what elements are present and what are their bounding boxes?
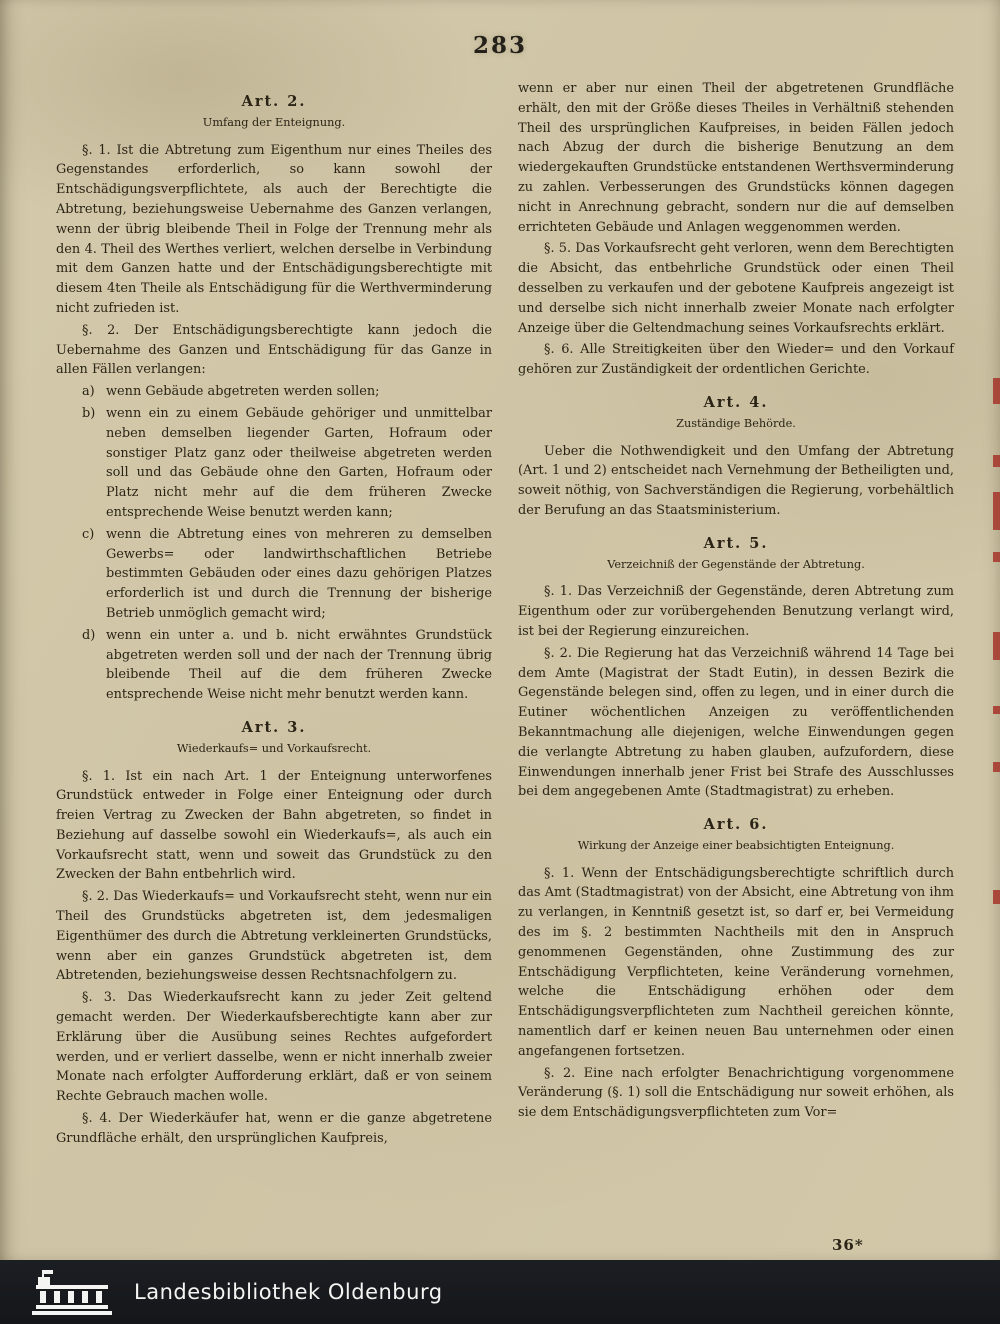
paragraph-s1: §. 1. Ist die Abtretung zum Eigenthum nur eines Theiles des Gegenstandes erforderlich, so kann sowohl der Entschädigungsverpflichtete, als auch der Berechtigte die Abtretung, beziehungsweise Uebernahme des Ganzen verlangen, wenn der übrig bleibende Theil in Folge der Trennung mehr als den 4. Theil des Werthes verliert, welchen derselbe in Verbindung mit dem Ganzen hatte und der Entschädigungsberechtigte mit diesem 4ten Theile als Entschädigung für die Werthverminderung nicht zufrieden ist. (56, 142, 492, 316)
list-item-text: wenn ein zu einem Gebäude gehöriger und unmittelbar neben demselben liegender Garten, Hofraum oder sonstiger Platz ganz oder theilweise abgetreten werden soll und das Gebäude ohne den Garten, Hofraum oder Platz nicht mehr auf die dem früheren Zwecke entsprechende Weise benutzt werden kann; (106, 405, 492, 520)
paragraph-s2-intro: §. 2. Der Entschädigungsberechtigte kann jedoch die Uebernahme des Ganzen und Entschädigung für das Ganze in allen Fällen verlangen: (56, 322, 492, 378)
paragraph-art3-s4: §. 4. Der Wiederkäufer hat, wenn er die ganze abgetretene Grundfläche erhält, den ursprünglichen Kaufpreis, (56, 1111, 492, 1146)
list-item-b (82, 404, 492, 523)
right-column (518, 79, 954, 1151)
scan-artifact-red (993, 706, 1000, 714)
paragraph-art3-s3: §. 3. Das Wiederkaufsrecht kann zu jeder Zeit geltend gemacht werden. Der Wiederkaufsberechtigte kann aber zur Erklärung über die Ausübung seines Rechtes aufgefordert werden, und er verliert dasselbe, wenn er nicht innerhalb zweier Monate nach erfolgter Aufforderung erklärt, daß er von seinem Rechte Gebrauch machen wolle. (56, 990, 492, 1105)
library-name: Landesbibliothek Oldenburg (134, 1280, 443, 1304)
article-subheading-art6: Wirkung der Anzeige einer beabsichtigten Enteignung. (577, 838, 895, 852)
list-item-text: wenn Gebäude abgetreten werden sollen; (106, 384, 380, 400)
list-item-label: b) (82, 405, 96, 421)
list-item-label: c) (82, 526, 95, 542)
paragraph-continuation: wenn er aber nur einen Theil der abgetretenen Grundfläche erhält, den mit der Größe dieses Theiles in Verhältniß stehenden Theil des ursprünglichen Kaufpreises, in beiden Fällen jedoch nach Abzug der durch die bisherige Benutzung an dem wiedergekauften Grundstücke entstandenen Werthsverminderung zu zahlen. Verbesserungen des Grundstücks können dagegen nicht in Anrechnung gebracht, sondern nur die auf demselben errichteten Gebäude und Anlagen weggenommen werden. (518, 81, 954, 235)
list-item-d (82, 626, 492, 705)
article-heading-art5: Art. 5. (703, 534, 769, 552)
paragraph-art5-s1: §. 1. Das Verzeichniß der Gegenstände, deren Abtretung zum Eigenthum oder zur vorübergehenden Benutzung verlangt wird, ist bei der Regierung einzureichen. (518, 584, 954, 639)
article-subheading-art4: Zuständige Behörde. (676, 416, 796, 430)
scan-artifact-red (993, 552, 1000, 562)
library-footer (0, 1260, 1000, 1324)
paragraph-art4: Ueber die Nothwendigkeit und den Umfang der Abtretung (Art. 1 und 2) entscheidet nach Vernehmung der Betheiligten und, soweit nöthig, von Sachverständigen die Regierung, vorbehältlich der Berufung an das Staatsministerium. (518, 443, 954, 518)
paragraph-art6-s1: §. 1. Wenn der Entschädigungsberechtigte schriftlich durch das Amt (Stadtmagistrat) von der Absicht, eine Abtretung von ihm zu verlangen, in Kenntniß gesetzt ist, so darf er, bei Vermeidung des im §. 2 bestimmten Nachtheils mit den in Anspruch genommenen Gegenständen, ohne Zustimmung des zur Entschädigung Verpflichteten, keine Veränderung vornehmen, welche die Entschädigung erhöhen oder dem Entschädigungsverpflichteten zum Nachtheil gereichen könnte, namentlich darf er keinen neuen Bau unternehmen oder einen angefangenen fortsetzen. (518, 865, 954, 1059)
scan-artifact-red (993, 890, 1000, 904)
article-heading-art3: Art. 3. (241, 718, 307, 736)
paragraph-art3-s2: §. 2. Das Wiederkaufs= und Vorkaufsrecht steht, wenn nur ein Theil des Grundstücks abgetreten ist, dem jedesmaligen Eigenthümer des durch die Abtretung verkleinerten Grundstücks, wenn aber ein ganzes Grundstück abgetreten ist, dem Abtretenden, beziehungsweise dessen Rechtsnachfolgern zu. (56, 889, 492, 984)
list-item-a (82, 382, 492, 402)
list-item-text: wenn ein unter a. und b. nicht erwähntes Grundstück abgetreten werden soll und der nach der Trennung übrig bleibende Theil auf die dem früheren Zwecke entsprechende Weise nicht mehr benutzt werden kann. (106, 627, 492, 703)
list-item-label: a) (82, 384, 95, 400)
list-item-c (82, 525, 492, 624)
scan-artifact-red (993, 762, 1000, 772)
scan-artifact-red (993, 492, 1000, 530)
article-subheading-art3: Wiederkaufs= und Vorkaufsrecht. (176, 741, 372, 755)
paragraph-art3-s5: §. 5. Das Vorkaufsrecht geht verloren, wenn dem Berechtigten die Absicht, das entbehrliche Grundstück oder einen Theil desselben zu verkaufen und der gebotene Kaufpreis angezeigt ist und derselbe sich nicht innerhalb zweier Monate nach erfolgter Anzeige über die Geltendmachung seines Vorkaufsrechts erklärt. (518, 241, 954, 336)
list-item-label: d) (82, 627, 96, 643)
scan-artifact-red (993, 632, 1000, 660)
article-heading-art2: Art. 2. (241, 93, 307, 110)
article-heading-art6: Art. 6. (703, 816, 769, 834)
paragraph-art6-s2: §. 2. Eine nach erfolgter Benachrichtigung vorgenommene Veränderung (§. 1) soll die Entschädigung nur soweit erhöhen, als sie dem Entschädigungsverpflichteten zum Vor= (518, 1065, 954, 1121)
article-subheading-art5: Verzeichniß der Gegenstände der Abtretung. (607, 557, 865, 571)
article-subheading-art2: Umfang der Enteignung. (202, 115, 346, 129)
page-number: 283 (472, 32, 527, 59)
paragraph-art3-s1: §. 1. Ist ein nach Art. 1 der Enteignung unterworfenes Grundstück entweder in Folge einer Enteignung oder durch freien Vertrag zu Zwecken der Bahn abgetreten, so findet in Beziehung auf dasselbe sowohl ein Wiederkaufs=, als auch ein Vorkaufsrecht statt, wenn und soweit das Grundstück zu den Zwecken der Bahn entbehrlich wird. (56, 768, 492, 883)
scan-artifact-red (993, 378, 1000, 404)
article-heading-art4: Art. 4. (703, 393, 769, 411)
left-column (56, 79, 492, 1151)
scan-artifact-red (993, 455, 1000, 467)
list-item-text: wenn die Abtretung eines von mehreren zu demselben Gewerbs= oder landwirthschaftlichen Betriebe bestimmten Gebäuden oder eines dazu gehörigen Platzes erforderlich ist und durch die Trennung der bisherige Betrieb unmöglich gemacht wird; (106, 526, 492, 621)
paragraph-art3-s6: §. 6. Alle Streitigkeiten über den Wieder= und den Vorkauf gehören zur Zuständigkeit der ordentlichen Gerichte. (518, 342, 954, 378)
library-logo-icon (32, 1269, 118, 1315)
paragraph-art5-s2: §. 2. Die Regierung hat das Verzeichniß während 14 Tage bei dem Amte (Magistrat der Stadt Eutin), in dessen Bezirk die Gegenstände belegen sind, offen zu legen, und in einer durch die Eutiner wöchentlichen Anzeigen zu veröffentlichenden Bekanntmachung alle diejenigen, welche Einwendungen gegen die verlangte Abtretung zu haben glauben, aufzufordern, diese Einwendungen innerhalb jener Frist bei Strafe des Ausschlusses bei dem angegebenen Amte (Stadtmagistrat) zu erheben. (518, 645, 954, 800)
two-column-text (0, 59, 1000, 1151)
sheet-signature: 36* (832, 1236, 864, 1254)
